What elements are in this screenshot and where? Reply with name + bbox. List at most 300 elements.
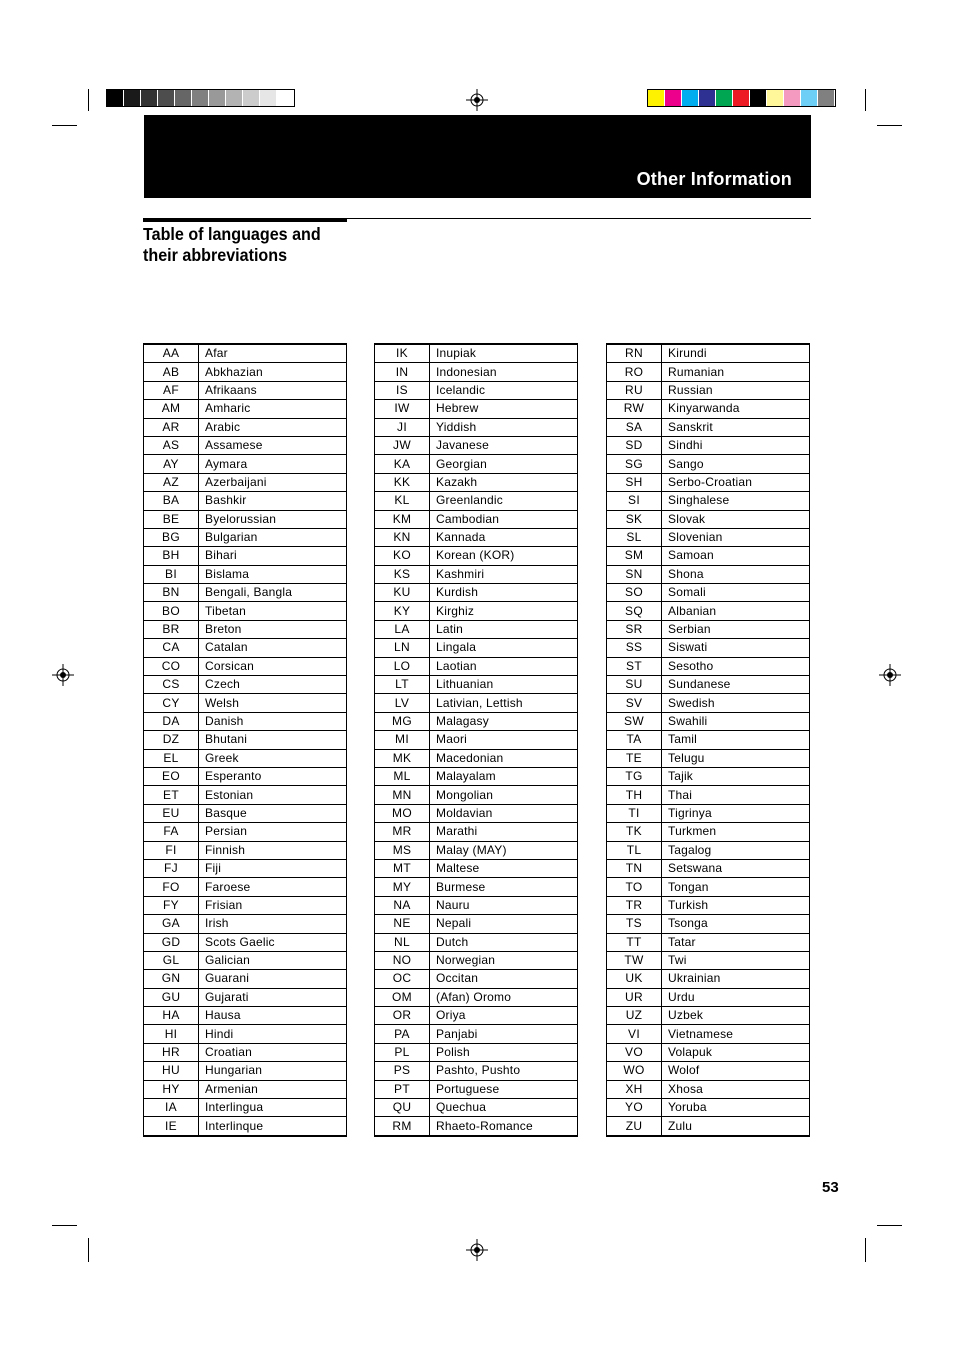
language-code: BA: [144, 492, 199, 510]
table-row: [607, 878, 810, 896]
language-name: Lingala: [430, 639, 578, 657]
language-name: Lativian, Lettish: [430, 694, 578, 712]
language-code: HU: [144, 1062, 199, 1080]
table-row: [375, 804, 578, 822]
section-title: Other Information: [636, 169, 792, 189]
language-code: RW: [607, 400, 662, 418]
table-row: [144, 492, 347, 510]
language-code: BO: [144, 602, 199, 620]
table-row: [375, 933, 578, 951]
language-code: PA: [375, 1025, 430, 1043]
table-row: [607, 565, 810, 583]
table-row: [375, 841, 578, 859]
table-row: [144, 749, 347, 767]
table-row: [375, 381, 578, 399]
registration-mark-icon: [52, 664, 74, 686]
language-name: Tongan: [662, 878, 810, 896]
table-row: [375, 602, 578, 620]
language-code: SO: [607, 584, 662, 602]
language-code: GN: [144, 970, 199, 988]
language-code: ST: [607, 657, 662, 675]
language-name: Persian: [199, 823, 347, 841]
color-calibration-strip: [647, 89, 836, 107]
table-row: [607, 786, 810, 804]
table-row: [607, 473, 810, 491]
language-code: FI: [144, 841, 199, 859]
language-code: DZ: [144, 731, 199, 749]
language-code: RU: [607, 381, 662, 399]
table-row: [144, 1007, 347, 1025]
table-row: [144, 896, 347, 914]
language-code: OM: [375, 988, 430, 1006]
language-name: Shona: [662, 565, 810, 583]
language-name: Abkhazian: [199, 363, 347, 381]
color-swatch: [767, 90, 784, 106]
language-code: TH: [607, 786, 662, 804]
language-name: Tsonga: [662, 915, 810, 933]
table-row: [144, 915, 347, 933]
language-code: ML: [375, 767, 430, 785]
language-code: IN: [375, 363, 430, 381]
language-name: Kirghiz: [430, 602, 578, 620]
language-name: Lithuanian: [430, 676, 578, 694]
language-code: TE: [607, 749, 662, 767]
language-code: TR: [607, 896, 662, 914]
language-code: CY: [144, 694, 199, 712]
language-name: Sanskrit: [662, 418, 810, 436]
language-code: ET: [144, 786, 199, 804]
language-code: TK: [607, 823, 662, 841]
language-code: LO: [375, 657, 430, 675]
language-name: Moldavian: [430, 804, 578, 822]
language-code: CO: [144, 657, 199, 675]
table-row: [607, 767, 810, 785]
language-name: Oriya: [430, 1007, 578, 1025]
language-name: (Afan) Oromo: [430, 988, 578, 1006]
language-name: Interlinque: [205, 1118, 264, 1133]
language-name: Twi: [662, 951, 810, 969]
language-code: MR: [375, 823, 430, 841]
language-table-column-1: [143, 343, 347, 1137]
table-row: [375, 1099, 578, 1117]
language-code: GD: [144, 933, 199, 951]
language-code: PS: [375, 1062, 430, 1080]
color-swatch: [141, 90, 158, 106]
language-code: PL: [375, 1043, 430, 1061]
language-name: Tatar: [662, 933, 810, 951]
language-name: Turkish: [662, 896, 810, 914]
color-swatch: [665, 90, 682, 106]
language-code: IK: [375, 344, 430, 363]
language-code: TA: [607, 731, 662, 749]
language-name: Siswati: [662, 639, 810, 657]
language-name: Xhosa: [662, 1080, 810, 1098]
language-code: UZ: [607, 1007, 662, 1025]
language-name: Quechua: [430, 1099, 578, 1117]
language-code: SI: [607, 492, 662, 510]
table-row: [375, 694, 578, 712]
language-name: Serbian: [662, 620, 810, 638]
language-name: Bhutani: [199, 731, 347, 749]
language-code: AB: [144, 363, 199, 381]
language-name: Telugu: [662, 749, 810, 767]
language-code: OR: [375, 1007, 430, 1025]
language-code: FO: [144, 878, 199, 896]
language-code: IA: [144, 1099, 199, 1117]
color-swatch: [209, 90, 226, 106]
page-title: [143, 224, 382, 266]
table-row: [375, 951, 578, 969]
language-code: NL: [375, 933, 430, 951]
table-row: [375, 915, 578, 933]
language-name: Swahili: [662, 712, 810, 730]
table-row: [607, 988, 810, 1006]
table-row: [607, 418, 810, 436]
language-code: SH: [607, 473, 662, 491]
language-name: Kazakh: [430, 473, 578, 491]
page-title-line-1: Table of languages and: [143, 224, 321, 244]
table-row: [375, 896, 578, 914]
grayscale-calibration-strip: [106, 89, 295, 107]
language-name: Catalan: [199, 639, 347, 657]
table-row: [144, 584, 347, 602]
color-swatch: [733, 90, 750, 106]
table-row: [375, 1062, 578, 1080]
language-code: AS: [144, 436, 199, 454]
table-row: [375, 400, 578, 418]
language-name: Faroese: [199, 878, 347, 896]
language-code: MY: [375, 878, 430, 896]
language-name: Breton: [199, 620, 347, 638]
color-swatch: [750, 90, 767, 106]
language-code: XH: [607, 1080, 662, 1098]
table-row: [375, 970, 578, 988]
table-row: [375, 584, 578, 602]
language-name: Setswana: [662, 859, 810, 877]
color-swatch: [801, 90, 818, 106]
language-code: YO: [607, 1099, 662, 1117]
table-row: [375, 767, 578, 785]
table-row: [375, 528, 578, 546]
language-code: EU: [144, 804, 199, 822]
language-name: Greek: [199, 749, 347, 767]
table-row: [144, 418, 347, 436]
language-name: Kirundi: [662, 344, 810, 363]
language-code: FA: [144, 823, 199, 841]
color-swatch: [107, 90, 124, 106]
language-name: Interlingua: [199, 1099, 347, 1117]
table-row: [607, 400, 810, 418]
language-name: Inupiak: [430, 344, 578, 363]
language-code: SQ: [607, 602, 662, 620]
table-row: [607, 823, 810, 841]
language-code: NE: [375, 915, 430, 933]
language-name: Fiji: [199, 859, 347, 877]
table-row: [144, 933, 347, 951]
table-row: [144, 363, 347, 381]
color-swatch: [260, 90, 277, 106]
language-name: Ukrainian: [662, 970, 810, 988]
crop-mark: [865, 89, 866, 111]
table-row: [144, 694, 347, 712]
language-code: TW: [607, 951, 662, 969]
language-code: SG: [607, 455, 662, 473]
section-header-bar: [144, 115, 811, 198]
language-code: KU: [375, 584, 430, 602]
table-row: [607, 584, 810, 602]
language-code: KY: [375, 602, 430, 620]
language-name: Kurdish: [430, 584, 578, 602]
table-row: [144, 1099, 347, 1117]
language-name: Tamil: [662, 731, 810, 749]
language-code: MO: [375, 804, 430, 822]
language-name: Norwegian: [430, 951, 578, 969]
table-row: [375, 455, 578, 473]
language-name: Volapuk: [662, 1043, 810, 1061]
language-name: Galician: [199, 951, 347, 969]
table-row: [144, 436, 347, 454]
language-name: Portuguese: [430, 1080, 578, 1098]
language-name: Croatian: [199, 1043, 347, 1061]
language-code: JW: [375, 436, 430, 454]
table-row: [375, 712, 578, 730]
table-row: [144, 639, 347, 657]
table-row: [144, 786, 347, 804]
language-code: BI: [144, 565, 199, 583]
language-name: Turkmen: [662, 823, 810, 841]
language-name: Maori: [430, 731, 578, 749]
table-row: [607, 731, 810, 749]
language-name: Hungarian: [199, 1062, 347, 1080]
table-row: [607, 841, 810, 859]
table-row: [144, 657, 347, 675]
language-name: Hausa: [199, 1007, 347, 1025]
language-code: LN: [375, 639, 430, 657]
table-row: [375, 878, 578, 896]
language-name: Macedonian: [430, 749, 578, 767]
language-name: Indonesian: [430, 363, 578, 381]
language-name: Bashkir: [199, 492, 347, 510]
language-code: MI: [375, 731, 430, 749]
language-name: Kinyarwanda: [662, 400, 810, 418]
language-name: Malagasy: [430, 712, 578, 730]
language-name: Thai: [662, 786, 810, 804]
language-code: SR: [607, 620, 662, 638]
language-code: SK: [607, 510, 662, 528]
table-row: [607, 455, 810, 473]
language-name: Javanese: [430, 436, 578, 454]
language-name: Bislama: [199, 565, 347, 583]
language-name: Korean (KOR): [430, 547, 578, 565]
language-code: MG: [375, 712, 430, 730]
table-row: [607, 694, 810, 712]
language-code: LT: [375, 676, 430, 694]
language-name: Hindi: [199, 1025, 347, 1043]
language-code: AM: [144, 400, 199, 418]
table-row: [375, 1043, 578, 1061]
table-row: [144, 620, 347, 638]
table-row: [607, 547, 810, 565]
language-name: Sango: [662, 455, 810, 473]
language-name: Corsican: [199, 657, 347, 675]
table-row: [607, 804, 810, 822]
table-row: [144, 565, 347, 583]
language-name: Bengali, Bangla: [199, 584, 347, 602]
language-name: Byelorussian: [199, 510, 347, 528]
language-code: MS: [375, 841, 430, 859]
language-code: TG: [607, 767, 662, 785]
language-name: Yiddish: [430, 418, 578, 436]
table-row: [144, 731, 347, 749]
table-row: [607, 1043, 810, 1061]
table-row: [144, 859, 347, 877]
language-name: Tajik: [662, 767, 810, 785]
language-name: Panjabi: [430, 1025, 578, 1043]
table-row: [375, 1007, 578, 1025]
language-name: Nauru: [430, 896, 578, 914]
language-name: Icelandic: [430, 381, 578, 399]
language-code: BR: [144, 620, 199, 638]
table-row: [607, 970, 810, 988]
language-code: TI: [607, 804, 662, 822]
language-name: Samoan: [662, 547, 810, 565]
language-name: Afar: [199, 344, 347, 363]
language-name: Bihari: [199, 547, 347, 565]
language-code: KK: [375, 473, 430, 491]
language-code: LV: [375, 694, 430, 712]
table-row: [144, 712, 347, 730]
language-code: IS: [375, 381, 430, 399]
table-row: [144, 455, 347, 473]
language-code: SW: [607, 712, 662, 730]
language-name: Tigrinya: [662, 804, 810, 822]
table-row: [607, 436, 810, 454]
color-swatch: [818, 90, 835, 106]
crop-mark: [88, 89, 89, 111]
table-row: [144, 1080, 347, 1098]
language-name: Wolof: [662, 1062, 810, 1080]
language-code: GU: [144, 988, 199, 1006]
table-row: [144, 1025, 347, 1043]
table-row: [144, 970, 347, 988]
language-name: Georgian: [430, 455, 578, 473]
language-name: Urdu: [662, 988, 810, 1006]
table-row: [144, 988, 347, 1006]
table-row: [375, 786, 578, 804]
crop-mark: [877, 1225, 902, 1226]
language-name: Albanian: [662, 602, 810, 620]
table-row: [375, 676, 578, 694]
language-name: Scots Gaelic: [199, 933, 347, 951]
table-row: [607, 1099, 810, 1117]
language-name: Sesotho: [662, 657, 810, 675]
table-row: [144, 473, 347, 491]
language-name: Vietnamese: [662, 1025, 810, 1043]
language-code: SN: [607, 565, 662, 583]
language-code: QU: [375, 1099, 430, 1117]
language-name: Afrikaans: [199, 381, 347, 399]
language-name: Aymara: [199, 455, 347, 473]
language-code: AA: [144, 344, 199, 363]
table-row: [607, 676, 810, 694]
language-code: LA: [375, 620, 430, 638]
language-code: SD: [607, 436, 662, 454]
language-code: GA: [144, 915, 199, 933]
language-name: Slovak: [662, 510, 810, 528]
table-row: [607, 896, 810, 914]
table-row: [375, 565, 578, 583]
crop-mark: [865, 1238, 866, 1262]
language-code: IW: [375, 400, 430, 418]
color-swatch: [277, 90, 294, 106]
table-row: [144, 547, 347, 565]
table-row: [375, 1025, 578, 1043]
table-row: [144, 823, 347, 841]
language-name: Finnish: [199, 841, 347, 859]
table-row: [375, 657, 578, 675]
table-row: [144, 804, 347, 822]
color-swatch: [226, 90, 243, 106]
language-code: AR: [144, 418, 199, 436]
language-name: Slovenian: [662, 528, 810, 546]
language-code: TS: [607, 915, 662, 933]
language-name: Cambodian: [430, 510, 578, 528]
table-row: [607, 363, 810, 381]
language-code: GL: [144, 951, 199, 969]
table-row: [607, 492, 810, 510]
language-name: Dutch: [430, 933, 578, 951]
language-code: AZ: [144, 473, 199, 491]
crop-mark: [52, 125, 77, 126]
language-name: Rumanian: [662, 363, 810, 381]
language-code: IE: [144, 1117, 199, 1136]
table-row: [607, 657, 810, 675]
language-name: Irish: [199, 915, 347, 933]
table-row: [607, 951, 810, 969]
table-row: [375, 436, 578, 454]
table-row: [607, 749, 810, 767]
language-code: SS: [607, 639, 662, 657]
table-row: [375, 639, 578, 657]
table-row: [375, 731, 578, 749]
table-row: [144, 602, 347, 620]
language-name: Basque: [199, 804, 347, 822]
language-name: Frisian: [199, 896, 347, 914]
language-code: UK: [607, 970, 662, 988]
language-code: EL: [144, 749, 199, 767]
language-name: Amharic: [199, 400, 347, 418]
registration-mark-icon: [466, 1239, 488, 1261]
language-name: Esperanto: [199, 767, 347, 785]
language-code: FY: [144, 896, 199, 914]
language-name: Mongolian: [430, 786, 578, 804]
table-row: [375, 1117, 578, 1136]
language-name: Azerbaijani: [199, 473, 347, 491]
language-name: Zulu: [668, 1118, 693, 1133]
table-row: [375, 620, 578, 638]
language-code: OC: [375, 970, 430, 988]
crop-mark: [88, 1238, 89, 1262]
language-name: Assamese: [199, 436, 347, 454]
language-name: Czech: [199, 676, 347, 694]
language-code: BG: [144, 528, 199, 546]
language-name: Greenlandic: [430, 492, 578, 510]
table-row: [607, 620, 810, 638]
language-code: HA: [144, 1007, 199, 1025]
table-row: [144, 1062, 347, 1080]
language-code: KO: [375, 547, 430, 565]
language-code: AY: [144, 455, 199, 473]
